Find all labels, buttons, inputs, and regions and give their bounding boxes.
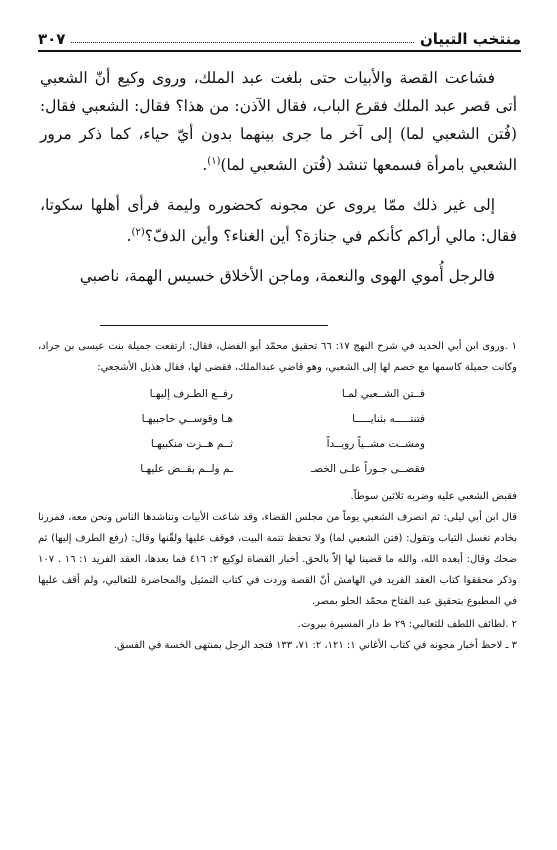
main-text [40,64,517,302]
verse-first-half: فتنتـــــه بثنايـــــا [352,413,425,425]
footnote-1-ibn-abi-layla: قال ابن أبي ليلى: ثم انصرف الشعبي يوماً من مجلس القضاء، وقد شاعت الأبيات وتناشدها الناس ونحن معه، فمررنا بخادم تغسل الثياب وتقول: (فتن الشعبي لما) ولا تحفظ تتمة البيت، فوقف عليها ولقّنها وقال: (رفع الطرف إليها) ثم ضحك وقال: أبعده الله، والله ما قضينا لها إلاّ بالحق. أخبار القضاة لوكيع ٢: ٤١٦ فما بعدها، العقد الفريد ١: ١٦ . ١٠٧ وذكر محققوا كتاب العقد الفريد في الهامش أنّ القصة وردت في كتاب التمثيل والمحاضرة للثعالبي، ولم أقف عليها في المطبوع بتحقيق عبد الفتاح محمّد الحلو بمصر. [38,512,517,607]
footnotes [38,336,517,656]
verse-first-half: فقضــى جـوراً علـى الخصـ [311,463,425,475]
paragraph-2: إلى غير ذلك ممّا يروى عن مجونه كحضوره وليمة فرأى أهلها سكوتا، فقال: مالي أراكم كأنكم في جنازة؟ أين الغناء؟ وأين الدفّ؟$^{(٢)}$. [40,196,517,246]
running-head-title: منتخب التبيان [419,30,521,48]
verse-first-half: ومشــت مشــياً رويــداً [326,438,425,450]
running-head [38,28,521,52]
poem [38,382,517,482]
verse-line [38,457,517,482]
verse-second-half: ـم ولــم يقــض عليهـا [140,463,233,475]
verse-second-half: هـا وقوســي حاجبيهـا [141,413,233,425]
footnote-2: ٢ .لطائف اللطف للثعالبي: ٢٩ ط دار المسيرة بيروت. [297,619,517,630]
verse-second-half: رفــع الطـرف إليهـا [149,388,233,400]
leader-dots [71,42,414,43]
paragraph-2-text: إلى غير ذلك ممّا يروى عن مجونه كحضوره وليمة فرأى أهلها سكوتا، فقال: مالي أراكم كأنكم في جنازة؟ أين الغناء؟ وأين الدفّ؟ [40,196,517,246]
verse-second-half: ثــم هــزت منكبيهـا [150,438,233,450]
footnote-separator [100,325,328,326]
verse-line [38,382,517,407]
footnote-3: ٣ ـ لاحظ أخبار مجونه في كتاب الأغاني ١: ١٢١، ٢: ٧١، ١٣٣ فتجد الرجل بمنتهى الخسة في الفسق. [113,640,517,651]
footnote-marker-1[interactable]: (١) [207,156,221,167]
verse-line [38,407,517,432]
paragraph-1-text: فشاعت القصة والأبيات حتى بلغت عبد الملك، وروى وكيع أنّ الشعبي أتى قصر عبد الملك فقرع الباب، فقال الآذن: من هذا؟ فقال: الشعبي فقال: (فُتن الشعبي لما) إلى آخر ما جرى بينهما بدون أيّ حياء، كما ذكر مرور الشعبي بامرأة فسمعها تنشد (فُتن الشعبي لما) [40,69,517,175]
paragraph-1: فشاعت القصة والأبيات حتى بلغت عبد الملك، وروى وكيع أنّ الشعبي أتى قصر عبد الملك فقرع الباب، فقال الآذن: من هذا؟ فقال: الشعبي فقال: (فُتن الشعبي لما) إلى آخر ما جرى بينهما بدون أيّ حياء، كما ذكر مرور الشعبي بامرأة فسمعها تنشد (فُتن الشعبي لما)$^{(١)}$. [40,69,517,175]
paragraph-3 [40,262,517,290]
footnote-marker-2[interactable]: (٢) [131,227,145,239]
verse-line [38,432,517,457]
footnote-1-intro: ١ .وروى ابن أبي الحديد في شرح النهج ١٧: ٦٦ تحقيق محمّد أبو الفضل، فقال: ارتفعت جميلة بنت عيسى بن جراد، وكانت جميلة كاسمها مع خصم لها إلى الشعبي، وهو قاضي عبدالملك، فقضى لها، فقال هذيل الأشجعي: [38,341,517,373]
verse-first-half: فــتن الشــعبي لمـا [341,388,425,400]
paragraph-3-text: فالرجل أُموي الهوى والنعمة، وماجن الأخلاق خسيس الهمة، ناصبي [79,267,495,286]
page-number: ٣٠٧ [38,30,66,48]
footnote-1-after: فقبض الشعبي عليه وضربه ثلاثين سوطاً. [350,491,517,502]
